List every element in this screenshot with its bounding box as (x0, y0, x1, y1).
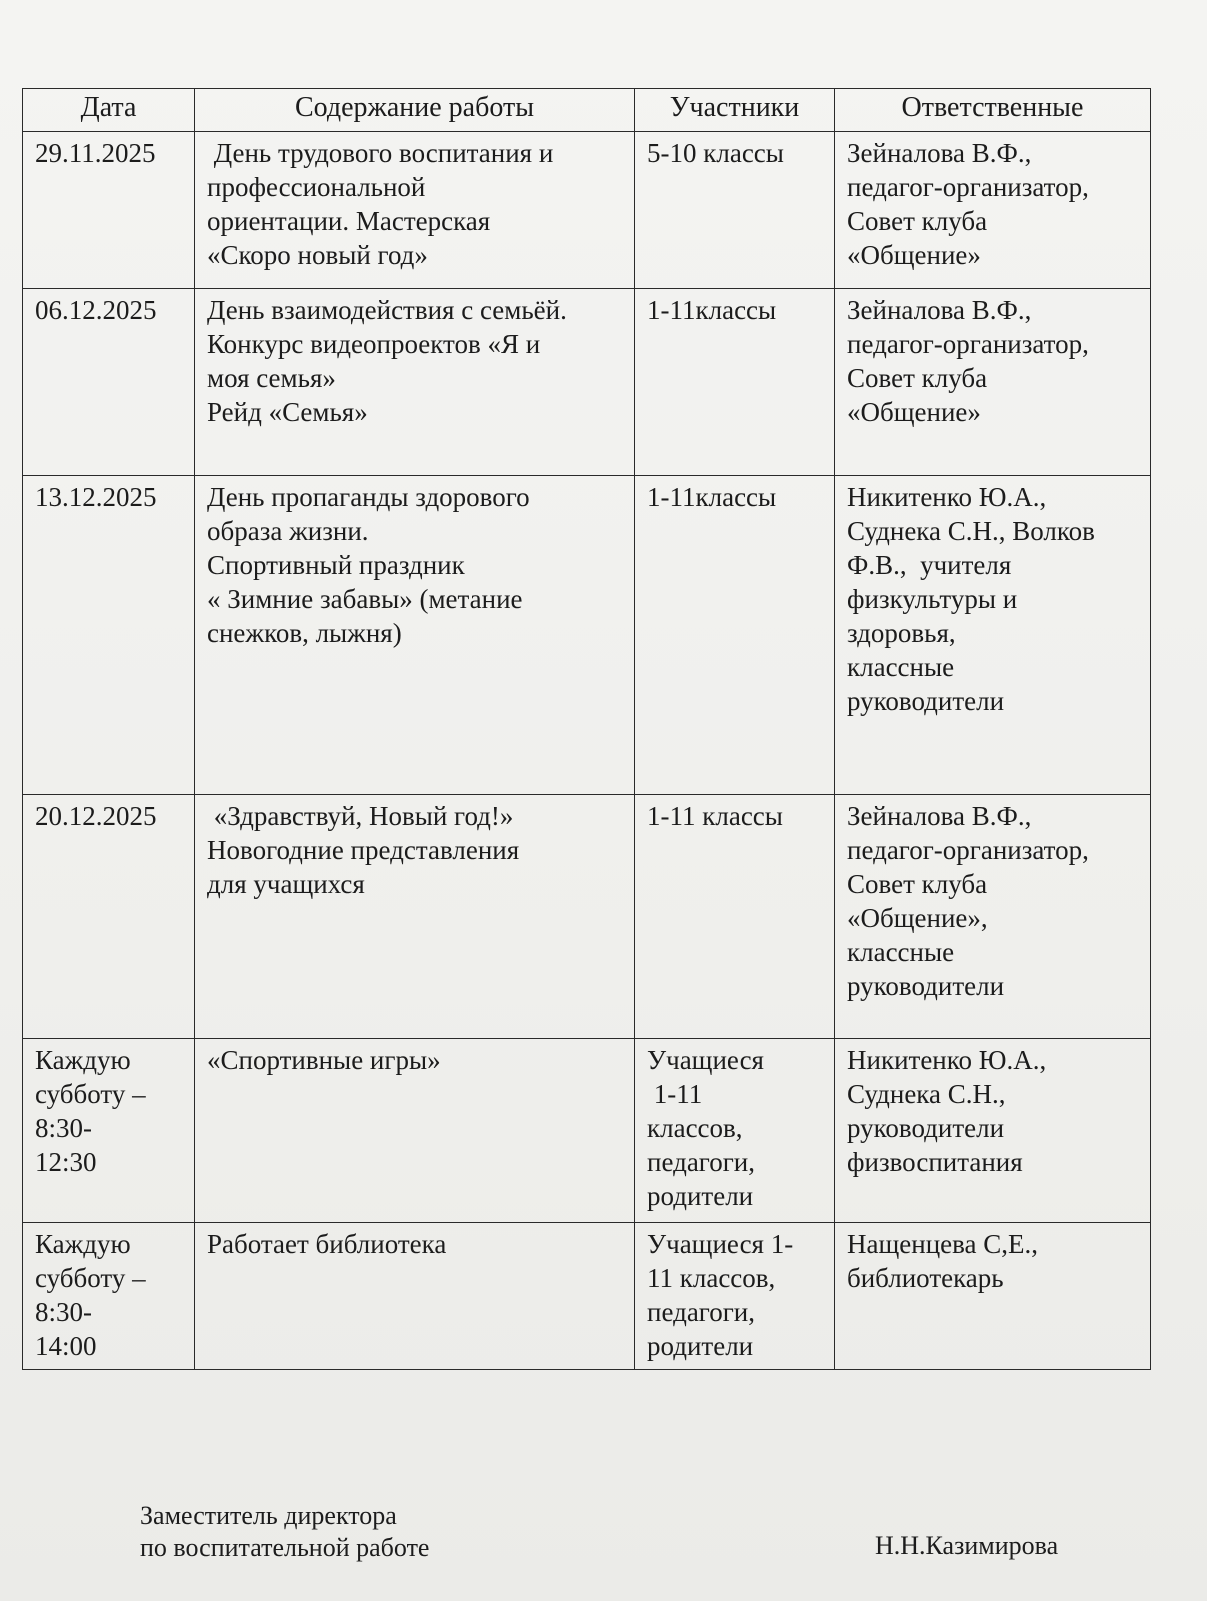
cell-responsible-line: Ф.В., учителя (847, 550, 1012, 580)
cell-content-line: Конкурс видеопроектов «Я и (207, 329, 541, 359)
cell-date-line: 13.12.2025 (35, 482, 157, 512)
cell-responsible-line: Совет клуба (847, 869, 988, 899)
cell-content-line: ориентации. Мастерская (207, 206, 491, 236)
cell-participants-line: педагоги, (647, 1297, 755, 1327)
table-row (23, 132, 1151, 289)
cell-content (195, 476, 635, 795)
cell-content (195, 1223, 635, 1370)
schedule-table (22, 88, 1151, 1370)
cell-participants-line: классов, (647, 1113, 743, 1143)
cell-participants (635, 476, 835, 795)
cell-responsible-line: Совет клуба (847, 206, 988, 236)
cell-content-line: День трудового воспитания и (207, 138, 554, 168)
cell-content-line: Новогодние представления (207, 835, 520, 865)
cell-date-line: Каждую (35, 1045, 131, 1075)
position-line-1: Заместитель директора (140, 1501, 397, 1530)
cell-responsible-line: Зейналова В.Ф., (847, 801, 1032, 831)
cell-participants (635, 795, 835, 1039)
cell-participants (635, 132, 835, 289)
cell-date-line: 20.12.2025 (35, 801, 157, 831)
cell-participants-line: 11 классов, (647, 1263, 776, 1293)
cell-responsible-line: «Общение» (847, 397, 981, 427)
cell-responsible-line: Никитенко Ю.А., (847, 1045, 1047, 1075)
cell-content-line: профессиональной (207, 172, 426, 202)
cell-date-line: 8:30- (35, 1297, 92, 1327)
cell-responsible-line: здоровья, (847, 618, 956, 648)
table-row (23, 1039, 1151, 1223)
table-header-row (23, 89, 1151, 132)
cell-responsible (835, 289, 1151, 476)
cell-responsible-line: библиотекарь (847, 1263, 1004, 1293)
cell-date (23, 476, 195, 795)
cell-date-line: 29.11.2025 (35, 138, 156, 168)
cell-content (195, 1039, 635, 1223)
cell-responsible (835, 795, 1151, 1039)
cell-responsible-line: классные (847, 652, 955, 682)
header-responsible: Ответственные (835, 89, 1151, 132)
header-participants: Участники (635, 89, 835, 132)
cell-date (23, 132, 195, 289)
signature-position (140, 1500, 429, 1564)
cell-responsible-line: педагог-организатор, (847, 835, 1089, 865)
cell-date-line: Каждую (35, 1229, 131, 1259)
cell-responsible-line: Суднека С.Н., Волков (847, 516, 1095, 546)
cell-content-line: «Спортивные игры» (207, 1045, 441, 1075)
cell-participants (635, 289, 835, 476)
cell-date-line: субботу – (35, 1079, 146, 1109)
cell-content-line: снежков, лыжня) (207, 618, 402, 648)
header-date: Дата (23, 89, 195, 132)
table-row (23, 1223, 1151, 1370)
cell-responsible-line: Суднека С.Н., (847, 1079, 1006, 1109)
cell-content-line: образа жизни. (207, 516, 369, 546)
cell-date (23, 795, 195, 1039)
cell-date (23, 289, 195, 476)
cell-content-line: День пропаганды здорового (207, 482, 530, 512)
cell-responsible-line: педагог-организатор, (847, 329, 1089, 359)
cell-participants-line: Учащиеся (647, 1045, 764, 1075)
cell-responsible-line: Нащенцева С,Е., (847, 1229, 1039, 1259)
cell-responsible-line: Зейналова В.Ф., (847, 138, 1032, 168)
cell-content-line: День взаимодействия с семьёй. (207, 295, 567, 325)
cell-responsible-line: Совет клуба (847, 363, 988, 393)
cell-content-line: « Зимние забавы» (метание (207, 584, 523, 614)
cell-responsible-line: физкультуры и (847, 584, 1018, 614)
cell-responsible-line: руководители (847, 1113, 1005, 1143)
cell-content-line: моя семья» (207, 363, 336, 393)
cell-participants-line: 1-11классы (647, 482, 777, 512)
cell-participants-line: педагоги, (647, 1147, 755, 1177)
table-row (23, 476, 1151, 795)
cell-content (195, 795, 635, 1039)
cell-responsible-line: Зейналова В.Ф., (847, 295, 1032, 325)
cell-date-line: субботу – (35, 1263, 146, 1293)
cell-responsible-line: «Общение», (847, 903, 988, 933)
cell-date-line: 12:30 (35, 1147, 97, 1177)
cell-participants-line: родители (647, 1331, 754, 1361)
cell-date-line: 06.12.2025 (35, 295, 157, 325)
cell-participants-line: 1-11классы (647, 295, 777, 325)
cell-responsible (835, 132, 1151, 289)
cell-date (23, 1039, 195, 1223)
cell-participants-line: 1-11 (647, 1079, 703, 1109)
cell-content-line: «Здравствуй, Новый год!» (207, 801, 514, 831)
cell-responsible-line: физвоспитания (847, 1147, 1023, 1177)
cell-responsible-line: руководители (847, 686, 1005, 716)
header-content: Содержание работы (195, 89, 635, 132)
cell-content-line: Работает библиотека (207, 1229, 447, 1259)
cell-date-line: 14:00 (35, 1331, 97, 1361)
cell-participants-line: родители (647, 1181, 754, 1211)
cell-content-line: для учащихся (207, 869, 365, 899)
cell-responsible-line: Никитенко Ю.А., (847, 482, 1047, 512)
cell-content (195, 289, 635, 476)
cell-content-line: Рейд «Семья» (207, 397, 368, 427)
cell-participants-line: 1-11 классы (647, 801, 783, 831)
cell-responsible (835, 1039, 1151, 1223)
cell-participants-line: Учащиеся 1- (647, 1229, 794, 1259)
cell-participants (635, 1223, 835, 1370)
cell-date (23, 1223, 195, 1370)
table-row (23, 795, 1151, 1039)
cell-responsible-line: «Общение» (847, 240, 981, 270)
table-row (23, 289, 1151, 476)
cell-participants (635, 1039, 835, 1223)
signatory-name: Н.Н.Казимирова (875, 1531, 1059, 1560)
cell-date-line: 8:30- (35, 1113, 92, 1143)
cell-content-line: Спортивный праздник (207, 550, 465, 580)
cell-responsible (835, 1223, 1151, 1370)
cell-responsible (835, 476, 1151, 795)
cell-content (195, 132, 635, 289)
cell-content-line: «Скоро новый год» (207, 240, 428, 270)
cell-responsible-line: классные (847, 937, 955, 967)
cell-responsible-line: педагог-организатор, (847, 172, 1089, 202)
cell-participants-line: 5-10 классы (647, 138, 784, 168)
cell-responsible-line: руководители (847, 971, 1005, 1001)
position-line-2: по воспитательной работе (140, 1533, 430, 1562)
